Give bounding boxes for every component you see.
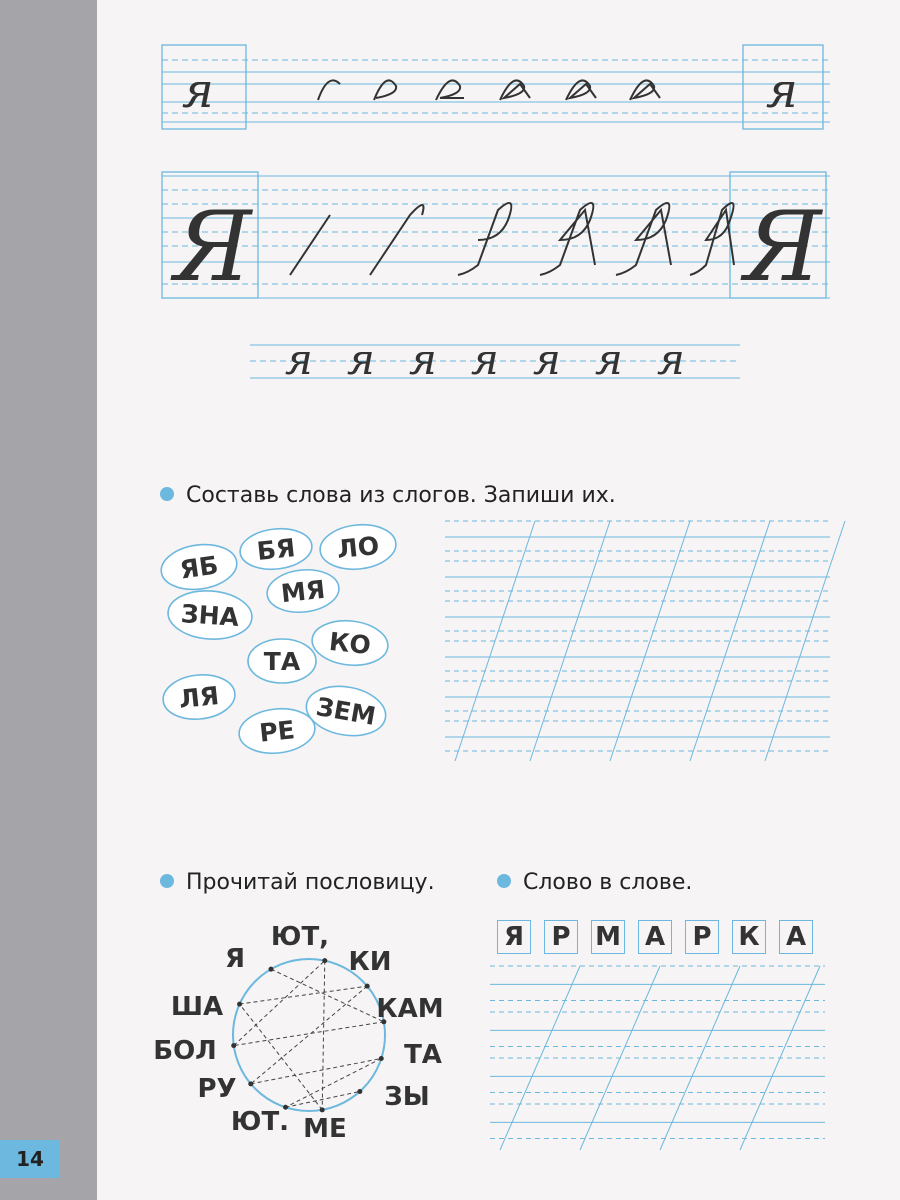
letter-stroke (290, 215, 330, 275)
proverb-syllable: Я (224, 944, 246, 974)
slant-line (610, 521, 690, 761)
letter-box (779, 920, 813, 954)
proverb-syllable: ША (170, 992, 224, 1022)
node-dot (322, 958, 327, 963)
syllable-text: КО (327, 626, 373, 661)
slant-line (765, 521, 845, 761)
proverb-syllable: РУ (197, 1074, 237, 1104)
letter-box (497, 920, 531, 954)
bullet-icon (160, 487, 174, 501)
small-letter-trace: я (285, 335, 313, 384)
syllable-text: БЯ (255, 533, 297, 566)
syllable-oval (158, 540, 239, 594)
small-letter-trace: я (471, 335, 499, 384)
small-letter-trace: я (595, 335, 623, 384)
letter: К (738, 922, 760, 952)
letter-stroke (370, 205, 424, 275)
letter-stroke (500, 80, 530, 100)
proverb-syllable: ЮТ. (230, 1107, 290, 1137)
letter: А (785, 922, 807, 952)
bullet-icon (160, 874, 174, 888)
node-dot (320, 1107, 325, 1112)
letter-stroke (318, 80, 340, 100)
syllable-oval (166, 588, 253, 642)
syllable-oval (248, 639, 316, 683)
syllable-text: РЕ (257, 715, 297, 748)
syllable-oval (237, 705, 317, 757)
syllables-instruction (160, 483, 616, 508)
node-dot (269, 967, 274, 972)
node-dot (379, 1056, 384, 1061)
copybook-section (0, 0, 900, 400)
proverb-syllable: ЗЫ (384, 1082, 430, 1112)
syllables-instruction-text: Составь слова из слогов. Запиши их. (186, 483, 616, 508)
letter: Р (692, 922, 712, 952)
syllable-oval (238, 525, 314, 572)
letter-stroke (374, 80, 396, 100)
letter: А (644, 922, 666, 952)
writing-grid-word (490, 960, 830, 1150)
syllable-text: ЛЯ (177, 680, 221, 715)
letter-box (732, 920, 766, 954)
letter-box (544, 920, 578, 954)
syllable-oval (302, 680, 389, 741)
letter-box (591, 920, 625, 954)
page-number: 14 (0, 1140, 60, 1178)
node-dot (365, 984, 370, 989)
proverb-ring (233, 959, 385, 1111)
proverb-syllable: КИ (348, 947, 392, 977)
capital-letter-sample: Я (174, 191, 252, 303)
node-dot (237, 1002, 242, 1007)
letter-stroke (540, 203, 595, 275)
small-letter-trace: я (657, 335, 685, 384)
proverb-syllable: ЮТ, (270, 922, 330, 952)
syllable-text: ЗНА (180, 599, 240, 632)
connector-line (251, 1058, 381, 1083)
word-instruction (497, 870, 692, 895)
small-letter-sample: я (766, 63, 798, 119)
proverb-syllable: ТА (404, 1040, 442, 1070)
syllable-text: ЗЕМ (313, 692, 378, 731)
syllable-text: ЯБ (178, 550, 221, 585)
proverb-syllable: КАМ (376, 994, 444, 1024)
word-instruction-text: Слово в слове. (523, 870, 693, 895)
syllable-oval (265, 566, 341, 615)
connector-line (240, 986, 368, 1004)
proverb-syllable: БОЛ (153, 1036, 217, 1066)
letter-stroke (566, 80, 596, 100)
syllable-text: ТА (263, 647, 301, 676)
connector-line (240, 1004, 323, 1110)
node-dot (231, 1043, 236, 1048)
connector-line (251, 986, 367, 1084)
small-letter-trace: я (533, 335, 561, 384)
small-letter-sample: я (182, 63, 214, 119)
syllable-oval (161, 671, 237, 722)
letter: Р (551, 922, 571, 952)
syllable-cloud (155, 525, 415, 755)
node-dot (357, 1089, 362, 1094)
proverb-syllable: МЕ (303, 1114, 347, 1144)
node-dot (248, 1081, 253, 1086)
letter-stroke (616, 203, 671, 275)
bullet-icon (497, 874, 511, 888)
proverb-instruction-text: Прочитай пословицу. (186, 870, 435, 895)
letter: Я (503, 922, 525, 952)
letter-stroke (690, 203, 734, 275)
letter-box (685, 920, 719, 954)
letter-stroke (630, 80, 660, 100)
small-letter-trace: я (347, 335, 375, 384)
syllable-text: МЯ (279, 574, 327, 609)
letter-stroke (436, 80, 464, 100)
letter-box (638, 920, 672, 954)
syllable-oval (310, 617, 390, 669)
syllable-oval (318, 521, 398, 573)
letter-stroke (458, 203, 511, 275)
syllable-text: ЛО (335, 530, 381, 565)
writing-grid-syllables (445, 515, 835, 765)
letter: М (595, 922, 621, 952)
proverb-circle (155, 915, 455, 1155)
capital-letter-sample: Я (744, 191, 822, 303)
small-letter-trace: я (409, 335, 437, 384)
proverb-instruction (160, 870, 435, 895)
